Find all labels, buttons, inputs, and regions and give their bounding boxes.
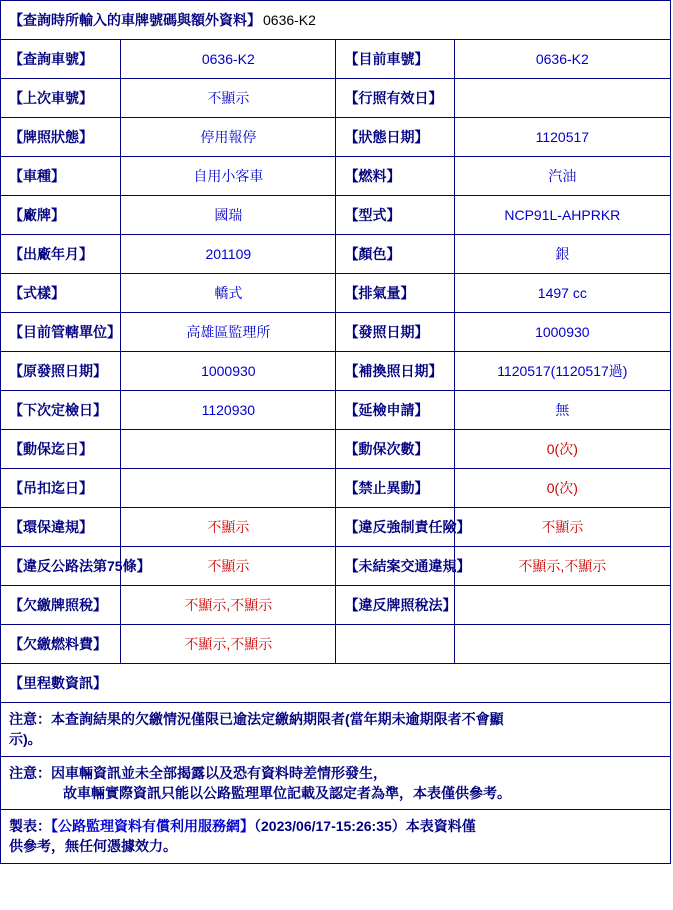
label-plate-status: 【牌照狀態】 — [1, 118, 121, 157]
value-current-plate: 0636-K2 — [454, 40, 670, 79]
value-query-plate: 0636-K2 — [121, 40, 336, 79]
label-issue-date: 【發照日期】 — [336, 313, 454, 352]
footer-timestamp: （2023/06/17-15:26:35） — [254, 818, 406, 835]
table-row — [1, 352, 671, 391]
mileage-label: 【里程數資訊】 — [1, 664, 671, 703]
label-original-issue-date: 【原發照日期】 — [1, 352, 121, 391]
table-row — [1, 40, 671, 79]
note-1-line-2: 示)。 — [9, 731, 42, 748]
label-highway-act-75: 【違反公路法第75條】 — [1, 547, 121, 586]
header-plate: 0636-K2 — [263, 12, 316, 28]
value-status-date: 1120517 — [454, 118, 670, 157]
table-row — [1, 508, 671, 547]
label-current-plate: 【目前車號】 — [336, 40, 454, 79]
footer-suffix: 本表資料僅 — [405, 818, 476, 835]
value-previous-plate: 不顯示 — [121, 79, 336, 118]
label-inspection-extension: 【延檢申請】 — [336, 391, 454, 430]
table-row — [1, 547, 671, 586]
note-1-line-1: 注意：本查詢結果的欠繳情況僅限已逾法定繳納期限者(當年期未逾期限者不會顯 — [9, 711, 504, 727]
value-inspection-extension: 無 — [454, 391, 670, 430]
label-suspension-end-date: 【吊扣迄日】 — [1, 469, 121, 508]
label-unclosed-traffic-violation: 【未結案交通違規】 — [336, 547, 454, 586]
value-original-issue-date: 1000930 — [121, 352, 336, 391]
value-compulsory-insurance-violation: 不顯示 — [454, 508, 670, 547]
footer-row — [1, 810, 671, 864]
footer-cell — [1, 810, 671, 864]
table-body — [1, 1, 671, 864]
label-displacement: 【排氣量】 — [336, 274, 454, 313]
value-vehicle-type: 自用小客車 — [121, 157, 336, 196]
table-row — [1, 469, 671, 508]
value-brand: 國瑞 — [121, 196, 336, 235]
mileage-row — [1, 664, 671, 703]
table-row — [1, 79, 671, 118]
label-vehicle-type: 【車種】 — [1, 157, 121, 196]
footer-prefix: 製表： — [9, 818, 51, 835]
value-highway-act-75: 不顯示 — [121, 547, 336, 586]
value-unpaid-fuel-fee: 不顯示,不顯示 — [121, 625, 336, 664]
note-cell-2 — [1, 756, 671, 810]
label-renewal-date: 【補換照日期】 — [336, 352, 454, 391]
label-license-tax-act-violation: 【違反牌照稅法】 — [336, 586, 454, 625]
footer-site-name[interactable]: 【公路監理資料有償利用服務網】 — [51, 818, 254, 835]
note-row-1 — [1, 703, 671, 757]
label-body-style: 【式樣】 — [1, 274, 121, 313]
value-environmental-violation: 不顯示 — [121, 508, 336, 547]
label-brand: 【廠牌】 — [1, 196, 121, 235]
label-unpaid-fuel-fee: 【欠繳燃料費】 — [1, 625, 121, 664]
value-license-tax-act-violation — [454, 586, 670, 625]
value-color: 銀 — [454, 235, 670, 274]
value-chattel-mortgage-count: 0(次) — [454, 430, 670, 469]
label-empty-right — [336, 625, 454, 664]
value-model: NCP91L-AHPRKR — [454, 196, 670, 235]
label-compulsory-insurance-violation: 【違反強制責任險】 — [336, 508, 454, 547]
label-status-date: 【狀態日期】 — [336, 118, 454, 157]
note-2-line-1: 注意：因車輛資訊並未全部揭露以及恐有資料時差情形發生， — [9, 764, 387, 781]
label-unpaid-license-tax: 【欠繳牌照稅】 — [1, 586, 121, 625]
label-current-authority: 【目前管轄單位】 — [1, 313, 121, 352]
note-cell-1 — [1, 703, 671, 757]
header-row — [1, 1, 671, 40]
table-row — [1, 157, 671, 196]
note-2-line-2: 故車輛實際資訊只能以公路監理單位記載及認定者為準，本表僅供參考。 — [63, 784, 511, 801]
label-chattel-mortgage-count: 【動保次數】 — [336, 430, 454, 469]
table-row — [1, 586, 671, 625]
label-environmental-violation: 【環保違規】 — [1, 508, 121, 547]
label-query-plate: 【查詢車號】 — [1, 40, 121, 79]
value-next-inspection-date: 1120930 — [121, 391, 336, 430]
value-displacement: 1497 cc — [454, 274, 670, 313]
value-body-style: 轎式 — [121, 274, 336, 313]
note-row-2 — [1, 756, 671, 810]
table-row — [1, 313, 671, 352]
table-row — [1, 196, 671, 235]
table-row — [1, 235, 671, 274]
label-license-valid-date: 【行照有效日】 — [336, 79, 454, 118]
value-renewal-date: 1120517(1120517過) — [454, 352, 670, 391]
label-manufacture-date: 【出廠年月】 — [1, 235, 121, 274]
label-next-inspection-date: 【下次定檢日】 — [1, 391, 121, 430]
value-fuel: 汽油 — [454, 157, 670, 196]
label-transfer-prohibited: 【禁止異動】 — [336, 469, 454, 508]
value-current-authority: 高雄區監理所 — [121, 313, 336, 352]
value-license-valid-date — [454, 79, 670, 118]
table-row — [1, 625, 671, 664]
value-chattel-mortgage-end-date — [121, 430, 336, 469]
value-unpaid-license-tax: 不顯示,不顯示 — [121, 586, 336, 625]
value-unclosed-traffic-violation: 不顯示,不顯示 — [454, 547, 670, 586]
label-model: 【型式】 — [336, 196, 454, 235]
value-suspension-end-date — [121, 469, 336, 508]
header-cell — [1, 1, 671, 40]
value-empty-right — [454, 625, 670, 664]
table-row — [1, 274, 671, 313]
table-row — [1, 391, 671, 430]
header-title: 【查詢時所輸入的車牌號碼與額外資料】 — [9, 12, 261, 28]
table-row — [1, 118, 671, 157]
value-plate-status: 停用報停 — [121, 118, 336, 157]
footer-line-2: 供參考，無任何憑據效力。 — [9, 838, 177, 855]
table-row — [1, 430, 671, 469]
value-manufacture-date: 201109 — [121, 235, 336, 274]
value-issue-date: 1000930 — [454, 313, 670, 352]
label-chattel-mortgage-end-date: 【動保迄日】 — [1, 430, 121, 469]
label-previous-plate: 【上次車號】 — [1, 79, 121, 118]
label-color: 【顏色】 — [336, 235, 454, 274]
value-transfer-prohibited: 0(次) — [454, 469, 670, 508]
label-fuel: 【燃料】 — [336, 157, 454, 196]
